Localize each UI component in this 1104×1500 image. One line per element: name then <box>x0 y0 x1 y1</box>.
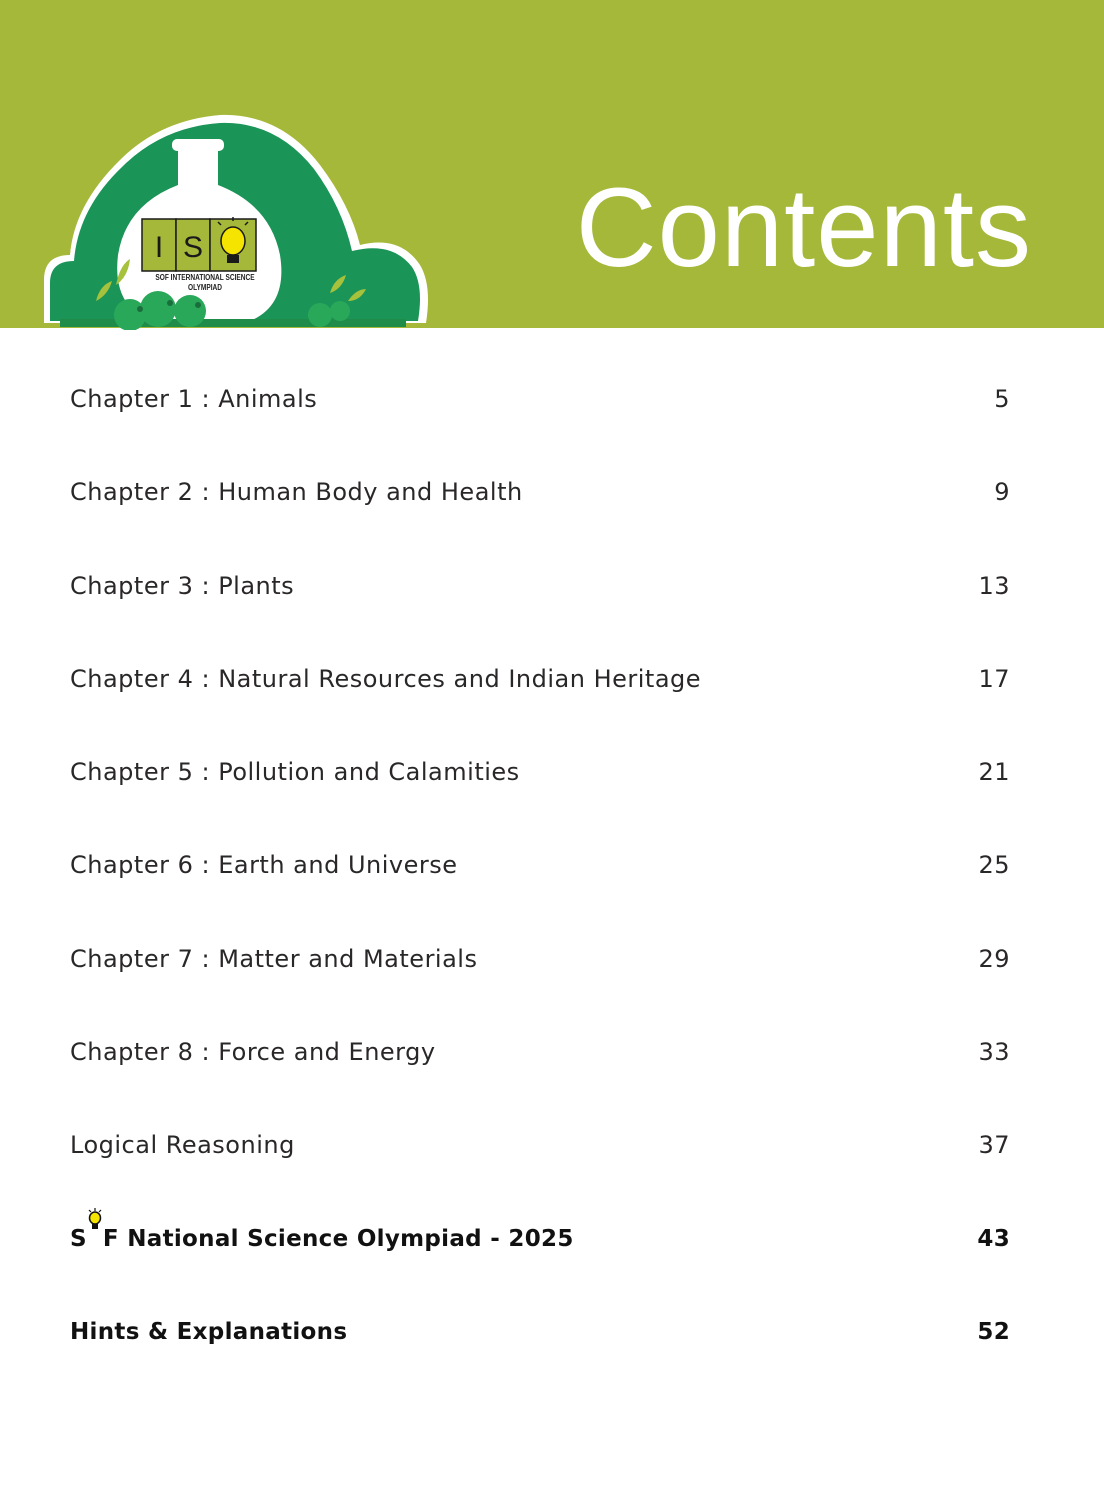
toc-entry-label: Chapter 4 : Natural Resources and Indian Heritage <box>70 664 702 693</box>
toc-entry-page: 13 <box>978 571 1010 600</box>
toc-entry-page: 29 <box>978 944 1010 973</box>
logo-caption <box>153 273 256 293</box>
logo-caption-line1: SOF INTERNATIONAL SCIENCE <box>155 273 255 282</box>
toc-entry-page: 37 <box>978 1131 1010 1160</box>
toc-entry-chapter-3[interactable] <box>70 560 1010 653</box>
toc-entry-label: Chapter 1 : Animals <box>70 385 318 413</box>
logo-caption-line2: OLYMPIAD <box>187 283 223 292</box>
toc-entry-label: Chapter 7 : Matter and Materials <box>70 944 478 973</box>
toc-entry-label: Logical Reasoning <box>70 1131 295 1160</box>
header-banner <box>0 0 1104 328</box>
toc-entry-page: 21 <box>978 758 1010 787</box>
toc-entry-chapter-8[interactable] <box>70 1026 1010 1119</box>
toc-entry-label: F National Science Olympiad - 2025 <box>102 1225 574 1252</box>
logo-letters <box>30 105 440 330</box>
logo-letter-i: I <box>154 231 164 264</box>
toc-entry-label: Chapter 5 : Pollution and Calamities <box>70 758 520 787</box>
toc-entry-label: Chapter 8 : Force and Energy <box>70 1038 436 1067</box>
toc-entry-page: 9 <box>994 478 1010 507</box>
bulb-icon <box>88 1226 102 1246</box>
toc-entry-chapter-7[interactable] <box>70 933 1010 1026</box>
toc-entry-page: 25 <box>978 851 1010 880</box>
toc-entry-label: Chapter 3 : Plants <box>70 571 295 600</box>
logo-letter-s: S <box>182 231 204 264</box>
toc-entry-label: Hints & Explanations <box>70 1318 348 1345</box>
toc-entry-label: Chapter 6 : Earth and Universe <box>70 851 458 880</box>
toc-entry-page: 33 <box>978 1038 1010 1067</box>
toc-entry-chapter-2[interactable] <box>70 466 1010 559</box>
toc-entry-page: 43 <box>977 1225 1010 1252</box>
toc-entry-chapter-6[interactable] <box>70 839 1010 932</box>
toc-entry-chapter-4[interactable] <box>70 653 1010 746</box>
toc-entry-sof-olympiad[interactable] <box>70 1213 1010 1306</box>
iso-logo <box>30 105 440 330</box>
toc-entry-page: 52 <box>977 1318 1010 1345</box>
toc-entry-label-prefix: S <box>70 1225 87 1252</box>
toc-entry-label: Chapter 2 : Human Body and Health <box>70 478 523 507</box>
toc-entry-logical-reasoning[interactable] <box>70 1119 1010 1212</box>
toc-entry-chapter-5[interactable] <box>70 746 1010 839</box>
toc-entry-hints-explanations[interactable] <box>70 1306 1010 1399</box>
toc-entry-page: 5 <box>994 385 1010 413</box>
toc-entry-chapter-1[interactable] <box>70 373 1010 466</box>
toc-entry-label-group <box>70 1213 574 1265</box>
page-title: Contents <box>575 165 1032 290</box>
table-of-contents <box>70 373 1010 1399</box>
toc-entry-page: 17 <box>978 664 1010 693</box>
